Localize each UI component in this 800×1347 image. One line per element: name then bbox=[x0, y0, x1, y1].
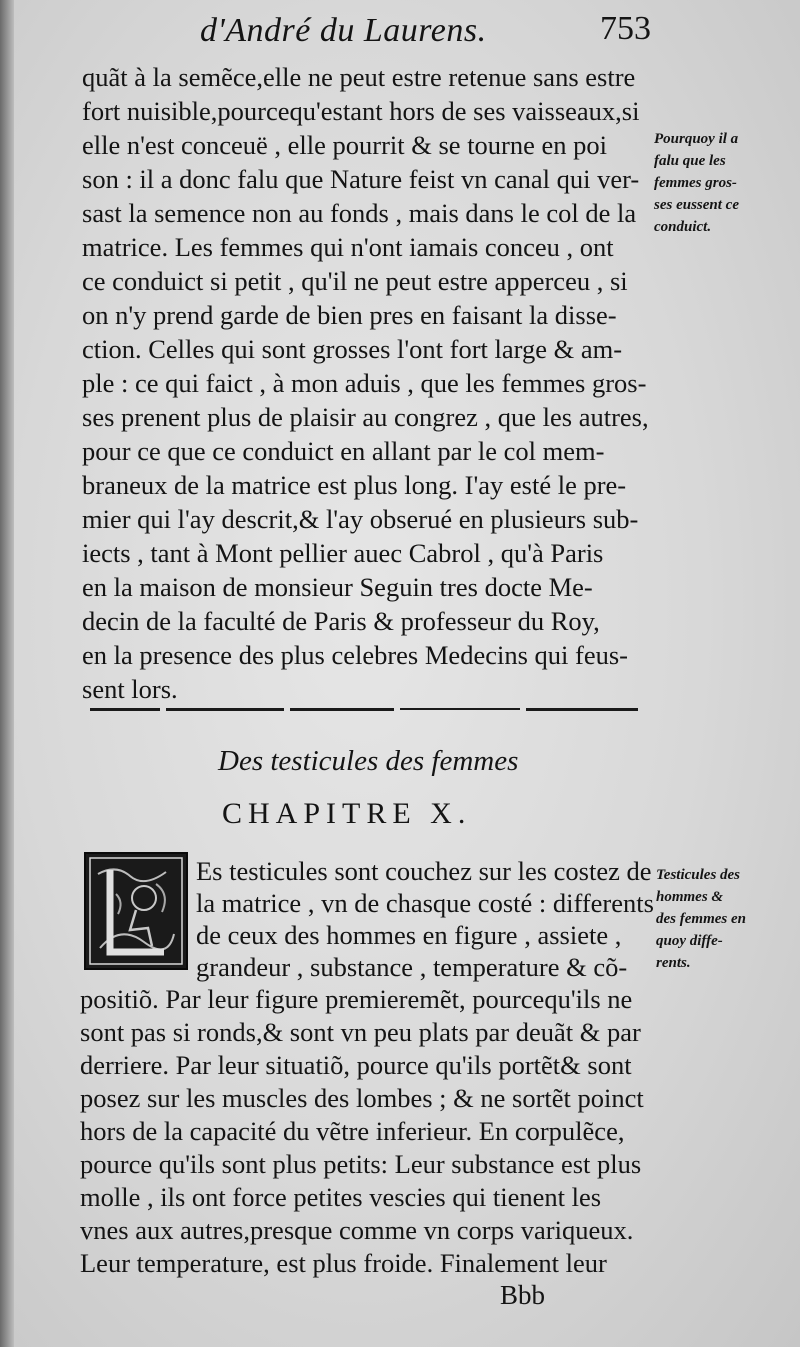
page-gutter-shadow bbox=[0, 0, 14, 1347]
text-line: on n'y prend garde de bien pres en faisant la disse- bbox=[82, 300, 617, 330]
text-line: en la maison de monsieur Seguin tres docte Me- bbox=[82, 572, 593, 602]
text-line: sont pas si ronds,& sont vn peu plats par deuãt & par bbox=[80, 1017, 641, 1047]
paragraph-2-continued bbox=[80, 983, 644, 1280]
margin-note-line: femmes gros- bbox=[654, 175, 737, 191]
paragraph-2-indented bbox=[196, 855, 654, 983]
text-line: Es testicules sont couchez sur les costez de bbox=[196, 856, 652, 886]
text-line: posez sur les muscles des lombes ; & ne sortẽt poinct bbox=[80, 1083, 644, 1113]
running-head: d'André du Laurens. bbox=[200, 12, 487, 49]
page-number: 753 bbox=[600, 10, 651, 47]
text-line: ce conduict si petit , qu'il ne peut estre apperceu , si bbox=[82, 266, 628, 296]
rule-segment bbox=[290, 708, 394, 711]
section-title: Des testicules des femmes bbox=[218, 745, 519, 777]
signature-mark: Bbb bbox=[500, 1280, 546, 1310]
text-line: ses prenent plus de plaisir au congrez , que les autres, bbox=[82, 402, 649, 432]
text-line: fort nuisible,pourcequ'estant hors de ses vaisseaux,si bbox=[82, 96, 640, 126]
paragraph-1 bbox=[82, 60, 650, 706]
text-line: iects , tant à Mont pellier auec Cabrol , qu'à Paris bbox=[82, 538, 604, 568]
margin-note-line: ses eussent ce bbox=[654, 197, 739, 213]
rule-segment bbox=[526, 708, 638, 711]
text-line: Leur temperature, est plus froide. Finalement leur bbox=[80, 1248, 607, 1278]
text-line: grandeur , substance , temperature & cõ- bbox=[196, 952, 628, 982]
margin-note-line: conduict. bbox=[654, 219, 712, 235]
rule-segment bbox=[90, 708, 160, 711]
text-line: mier qui l'ay descrit,& l'ay obserué en plusieurs sub- bbox=[82, 504, 639, 534]
text-line: hors de la capacité du vẽtre inferieur. En corpulẽce, bbox=[80, 1116, 625, 1146]
margin-note-line: hommes & bbox=[656, 889, 724, 905]
margin-note-2 bbox=[656, 864, 746, 974]
rule-segment bbox=[400, 708, 520, 710]
margin-note-1 bbox=[654, 128, 739, 238]
margin-note-line: rents. bbox=[656, 955, 691, 971]
text-line: quãt à la semẽce,elle ne peut estre retenue sans estre bbox=[82, 62, 636, 92]
text-line: matrice. Les femmes qui n'ont iamais conceu , ont bbox=[82, 232, 614, 262]
text-line: braneux de la matrice est plus long. I'ay esté le pre- bbox=[82, 470, 627, 500]
text-line: sast la semence non au fonds , mais dans le col de la bbox=[82, 198, 637, 228]
text-line: son : il a donc falu que Nature feist vn canal qui ver- bbox=[82, 164, 640, 194]
text-line: de ceux des hommes en figure , assiete , bbox=[196, 920, 622, 950]
margin-note-line: falu que les bbox=[654, 153, 726, 169]
chapter-heading: CHAPITRE X. bbox=[222, 797, 472, 830]
margin-note-line: Pourquoy il a bbox=[654, 131, 739, 147]
margin-note-line: Testicules des bbox=[656, 867, 741, 883]
margin-note-line: des femmes en bbox=[656, 911, 746, 927]
section-divider-rule bbox=[90, 708, 638, 720]
text-line: derriere. Par leur situatiõ, pource qu'ils portẽt& sont bbox=[80, 1050, 632, 1080]
text-line: la matrice , vn de chasque costé : differents bbox=[196, 888, 654, 918]
text-line: decin de la faculté de Paris & professeur du Roy, bbox=[82, 606, 600, 636]
rule-segment bbox=[166, 708, 284, 711]
text-line: positiõ. Par leur figure premieremẽt, pourcequ'ils ne bbox=[80, 984, 633, 1014]
decorated-initial-illustration bbox=[86, 854, 186, 968]
text-line: ction. Celles qui sont grosses l'ont fort large & am- bbox=[82, 334, 623, 364]
text-line: pour ce que ce conduict en allant par le col mem- bbox=[82, 436, 605, 466]
decorated-initial-L bbox=[84, 852, 188, 970]
text-line: molle , ils ont force petites vescies qui tienent les bbox=[80, 1182, 602, 1212]
text-line: en la presence des plus celebres Medecins qui feus- bbox=[82, 640, 628, 670]
text-line: elle n'est conceuë , elle pourrit & se tourne en poi bbox=[82, 130, 608, 160]
text-line: vnes aux autres,presque comme vn corps variqueux. bbox=[80, 1215, 634, 1245]
text-line: sent lors. bbox=[82, 674, 178, 704]
margin-note-line: quoy diffe- bbox=[656, 933, 723, 949]
text-line: ple : ce qui faict , à mon aduis , que les femmes gros- bbox=[82, 368, 647, 398]
text-line: pource qu'ils sont plus petits: Leur substance est plus bbox=[80, 1149, 642, 1179]
